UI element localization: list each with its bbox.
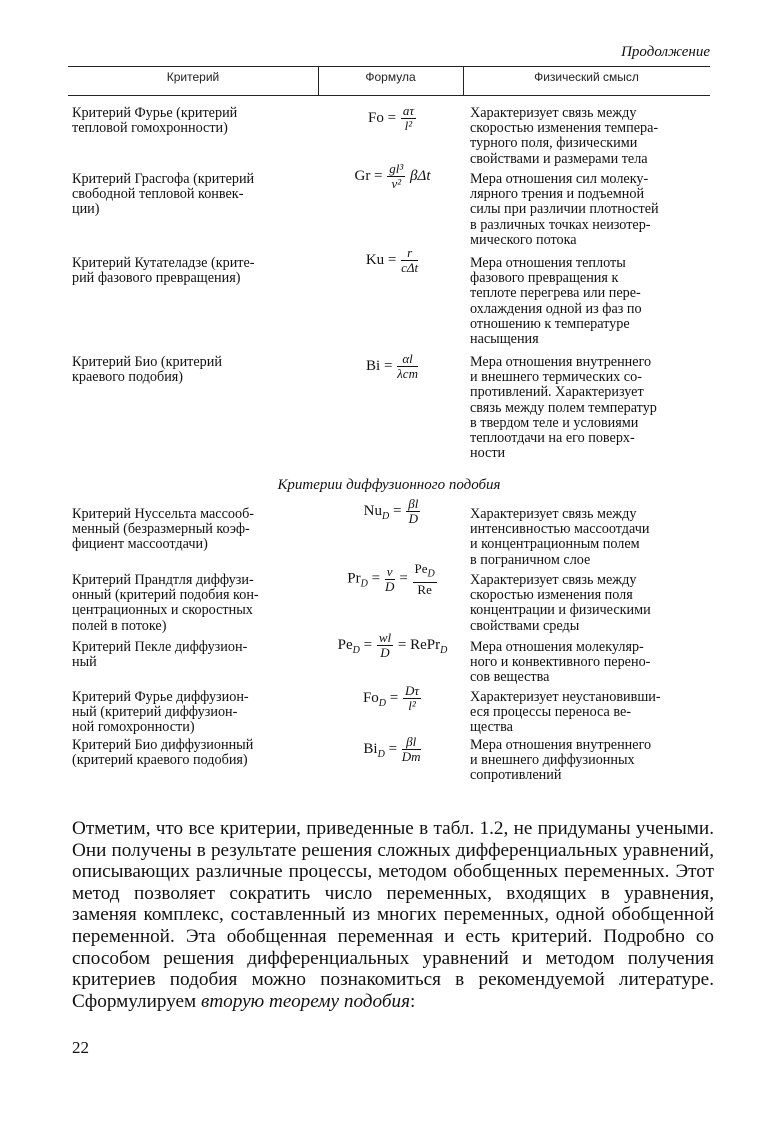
row-biot-d-meaning: Мера отношения внутреннего и внешнего диффузионных сопротивлений: [470, 737, 652, 784]
fraction-numerator: βl: [408, 496, 419, 511]
row-grashof-name: Критерий Грасгофа (критерий свободной тепловой конвек- ции): [72, 171, 255, 218]
formula-fraction: [387, 162, 405, 191]
formula-fraction: [397, 352, 418, 381]
formula-subscript: D: [360, 578, 368, 590]
fraction-denominator: cΔt: [401, 260, 419, 275]
table-top-rule: [68, 66, 710, 67]
header-formula: Формула: [365, 70, 416, 84]
formula-lhs: Pr: [347, 570, 361, 587]
page-number: 22: [72, 1038, 89, 1057]
formula-equals: =: [393, 502, 402, 519]
header-criterion: Критерий: [166, 70, 220, 84]
fraction-numerator: ν: [386, 563, 393, 579]
row-peclet-d-formula: [320, 631, 465, 660]
fraction-denominator: l²: [408, 698, 416, 713]
fraction-denominator: D: [384, 578, 395, 594]
paragraph-emphasis: вторую теорему подобия: [201, 990, 411, 1012]
row-nusselt-d-meaning: Характеризует связь между интенсивностью массоотдачи и концентрационным полем в пограничном слое: [470, 506, 650, 568]
formula-lhs: Bi: [363, 740, 378, 757]
formula-equals: =: [371, 570, 381, 587]
fraction-denominator: l²: [404, 118, 413, 133]
formula-equals: =: [363, 636, 373, 653]
formula-fraction: [413, 562, 437, 597]
row-fourier-d-name: Критерий Фурье диффузион- ный (критерий диффузион- ной гомохронности): [72, 689, 249, 736]
formula-lhs: Gr =: [354, 167, 383, 184]
formula-fraction: [403, 684, 421, 713]
formula-subscript: D: [378, 697, 387, 709]
fraction-denominator: Re: [417, 581, 432, 597]
formula-subscript: D: [352, 644, 360, 656]
fraction-denominator: λст: [397, 366, 418, 381]
formula-lhs: Fo: [362, 689, 379, 706]
row-nusselt-d-name: Критерий Нуссельта массооб- менный (безразмерный коэф- фициент массоотдачи): [72, 506, 255, 553]
row-peclet-d-name: Критерий Пекле диффузион- ный: [72, 639, 248, 671]
fraction-denominator: ν²: [391, 176, 402, 191]
fraction-numerator: αl: [397, 352, 418, 367]
row-grashof-formula: [320, 162, 465, 191]
paragraph-text: Отметим, что все критерии, приведенные в табл. 1.2, не придуманы учеными. Они получены в результате решения сложных дифференциальных уравнений, описывающих различные процессы, методом обобщенных переменных. Этот метод позволяет сократить число переменных, входящих в уравнения, заменяя комплекс, составленный из многих переменных, одной обобщенной переменной. Эта обобщенная переменная и есть критерий. Подробно со способом решения дифференциальных уравнений и методом получения критериев подобия можно познакомиться в рекомендуемой литературе. Сформулируем: [72, 818, 714, 1012]
row-prandtl-d-formula: [320, 562, 465, 597]
row-biot-formula: [320, 352, 465, 381]
row-fourier-name: Критерий Фурье (критерий тепловой гомохронности): [72, 105, 238, 137]
fraction-denominator: D: [380, 645, 390, 660]
row-kutateladze-meaning: Мера отношения теплоты фазового превращения к теплоте перегрева или пере- охлаждения одной из фаз по отношению к температуре насыщения: [470, 255, 642, 348]
continuation-label: Продолжение: [621, 44, 710, 60]
formula-lhs: Pe: [337, 636, 353, 653]
formula-fraction: [385, 565, 395, 594]
formula-fraction: [406, 497, 420, 526]
section-title-diffusion: Критерии диффузионного подобия: [277, 477, 501, 493]
row-nusselt-d-formula: [320, 497, 465, 526]
formula-fraction: [401, 246, 418, 275]
row-biot-d-name: Критерий Био диффузионный (критерий краевого подобия): [72, 737, 254, 769]
fraction-denominator: D: [408, 511, 418, 526]
formula-fraction: [402, 735, 421, 764]
formula-subscript: D: [377, 748, 385, 760]
table-header-rule: [68, 95, 710, 96]
row-kutateladze-name: Критерий Кутателадзе (крите- рий фазового превращения): [72, 255, 255, 287]
formula-equals: =: [389, 689, 399, 706]
fraction-numerator: βl: [402, 735, 421, 750]
row-fourier-d-meaning: Характеризует неустановивши- еся процессы переноса ве- щества: [470, 689, 661, 736]
row-fourier-d-formula: [320, 684, 465, 713]
row-prandtl-d-name: Критерий Прандтля диффузи- онный (критерий подобия кон- центрационных и скоростных полей в потоке): [72, 572, 259, 634]
formula-tail: βΔt: [410, 167, 431, 184]
formula-fraction: [401, 104, 416, 133]
fraction-numerator: Dτ: [405, 683, 420, 698]
formula-lhs: Nu: [363, 502, 383, 519]
formula-equals: =: [388, 740, 398, 757]
row-peclet-d-meaning: Мера отношения молекуляр- ного и конвективного перено- сов вещества: [470, 639, 651, 686]
fraction-numerator: gl³: [389, 161, 404, 176]
fraction-numerator: [413, 562, 437, 583]
formula-lhs: Ku =: [365, 251, 397, 268]
formula-equals: =: [399, 570, 408, 587]
header-meaning: Физический смысл: [534, 70, 639, 84]
formula-tail: = RePr: [397, 636, 441, 653]
row-biot-name: Критерий Био (критерий краевого подобия): [72, 354, 222, 386]
fraction-numerator: aτ: [402, 103, 414, 118]
formula-lhs: Bi =: [366, 357, 393, 374]
paragraph-end: :: [410, 990, 416, 1012]
row-fourier-formula: [320, 104, 465, 133]
formula-lhs: Fo =: [368, 109, 397, 126]
formula-tail-subscript: D: [440, 644, 448, 656]
numerator-text: Pe: [414, 561, 428, 576]
fraction-numerator: r: [401, 246, 418, 261]
formula-fraction: [377, 631, 393, 660]
row-biot-d-formula: [320, 735, 465, 764]
row-biot-meaning: Мера отношения внутреннего и внешнего термических со- противлений. Характеризует связь между полем температур в твердом теле и условиями теплоотдачи на его поверх- ности: [470, 354, 657, 462]
row-grashof-meaning: Мера отношения сил молеку- лярного трения и подъемной силы при различии плотностей в различных точках неизотер- мического потока: [470, 171, 659, 248]
fraction-numerator: wl: [378, 630, 392, 645]
row-prandtl-d-meaning: Характеризует связь между скоростью изменения поля концентрации и физическими свойствами среды: [470, 572, 651, 634]
body-paragraph: [72, 818, 714, 1012]
row-fourier-meaning: Характеризует связь между скоростью изменения темпера- турного поля, физическими свойствами и размерами тела: [470, 105, 659, 167]
formula-subscript: D: [382, 510, 390, 522]
row-kutateladze-formula: [320, 246, 465, 275]
numerator-subscript: D: [427, 568, 435, 580]
fraction-denominator: Dт: [401, 749, 421, 764]
